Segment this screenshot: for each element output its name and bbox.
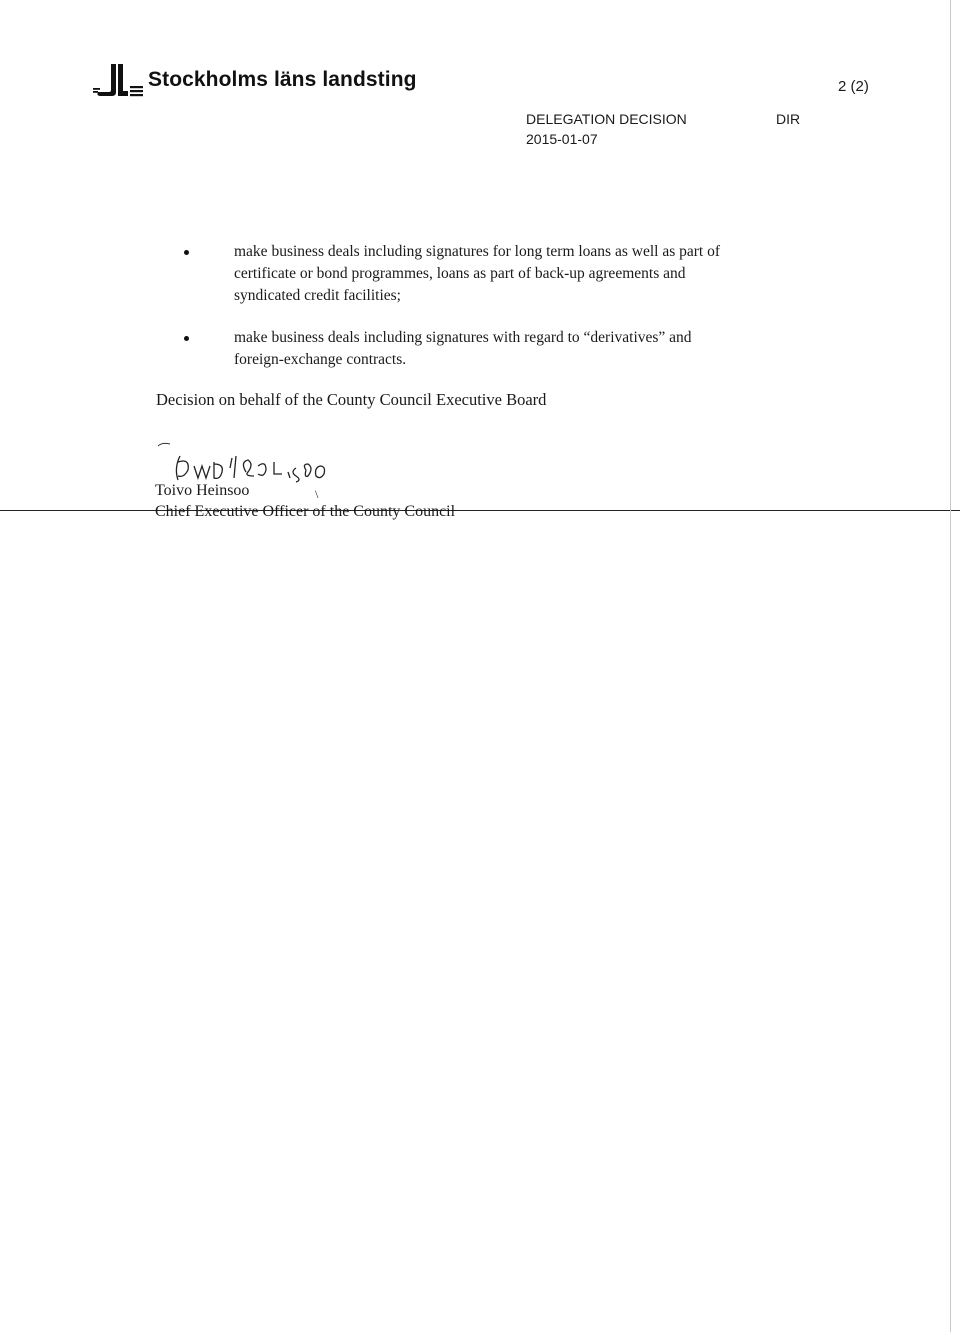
list-item-text: make business deals including signatures with regard to “derivatives” and foreign-exchange contracts. [234,329,692,368]
bullet-icon [184,336,189,341]
bullet-list [180,241,740,391]
organization-name: Stockholms läns landsting [148,68,417,91]
pen-mark: \ [315,487,319,501]
letterhead-logo [92,60,417,100]
horizontal-rule [0,510,960,511]
document-reference: DIR [776,111,801,127]
list-item-text: make business deals including signatures for long term loans as well as part of certificate or bond programmes, loans as part of back-up agreements and syndicated credit facilities; [234,243,720,304]
signatory-name: Toivo Heinsoo [155,482,250,499]
page-number: 2 (2) [838,78,869,95]
signatory-title: Chief Executive Officer of the County Council [155,503,456,520]
decision-statement: Decision on behalf of the County Council Executive Board [156,390,547,409]
document-type: DELEGATION DECISION [526,111,687,127]
bullet-icon [184,250,189,255]
list-item [180,327,740,371]
document-date: 2015-01-07 [526,131,598,147]
list-item [180,241,740,307]
sll-logo-icon [92,62,144,98]
handwritten-signature [150,438,350,488]
scan-edge-line [950,0,951,1332]
